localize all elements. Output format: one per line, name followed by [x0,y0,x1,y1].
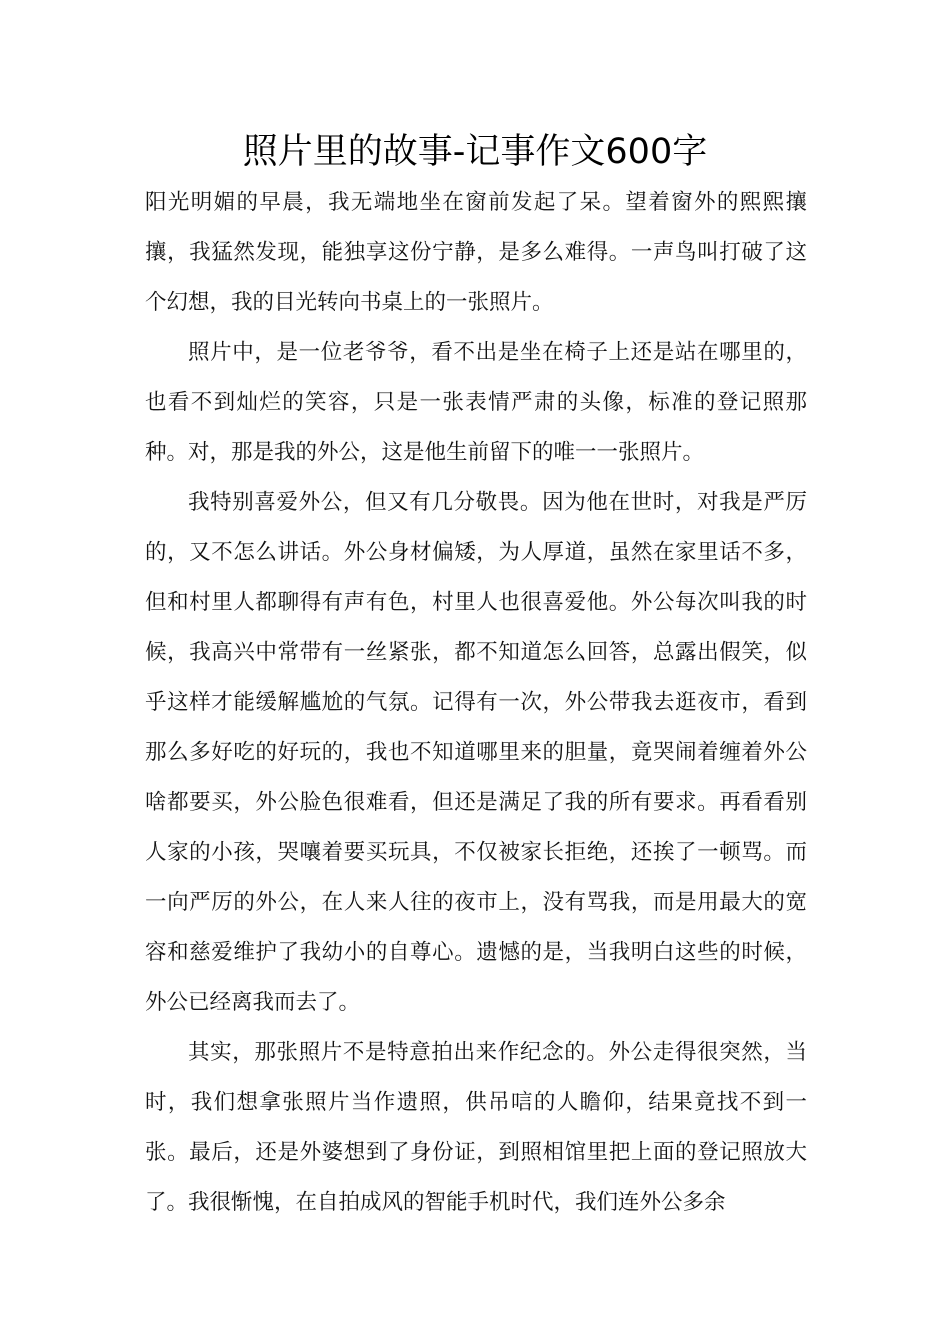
document-body [145,178,807,1228]
paragraph-1: 阳光明媚的早晨，我无端地坐在窗前发起了呆。望着窗外的熙熙攘攘，我猛然发现，能独享这份宁静，是多么难得。一声鸟叫打破了这个幻想，我的目光转向书桌上的一张照片。 [145,190,807,315]
paragraph-4: 其实，那张照片不是特意拍出来作纪念的。外公走得很突然，当时，我们想拿张照片当作遗照，供吊唁的人瞻仰，结果竟找不到一张。最后，还是外婆想到了身份证，到照相馆里把上面的登记照放大了。我很惭愧，在自拍成风的智能手机时代，我们连外公多余 [145,1040,807,1215]
paragraph-2: 照片中，是一位老爷爷，看不出是坐在椅子上还是站在哪里的，也看不到灿烂的笑容，只是一张表情严肃的头像，标准的登记照那种。对，那是我的外公，这是他生前留下的唯一一张照片。 [145,340,807,465]
paragraph-3: 我特别喜爱外公，但又有几分敬畏。因为他在世时，对我是严厉的，又不怎么讲话。外公身材偏矮，为人厚道，虽然在家里话不多，但和村里人都聊得有声有色，村里人也很喜爱他。外公每次叫我的时候，我高兴中常带有一丝紧张，都不知道怎么回答，总露出假笑，似乎这样才能缓解尴尬的气氛。记得有一次，外公带我去逛夜市，看到那么多好吃的好玩的，我也不知道哪里来的胆量，竟哭闹着缠着外公啥都要买，外公脸色很难看，但还是满足了我的所有要求。再看看别人家的小孩，哭嚷着要买玩具，不仅被家长拒绝，还挨了一顿骂。而一向严厉的外公，在人来人往的夜市上，没有骂我，而是用最大的宽容和慈爱维护了我幼小的自尊心。遗憾的是，当我明白这些的时候，外公已经离我而去了。 [145,490,807,1015]
document-title: 照片里的故事-记事作文600字 [242,132,708,172]
